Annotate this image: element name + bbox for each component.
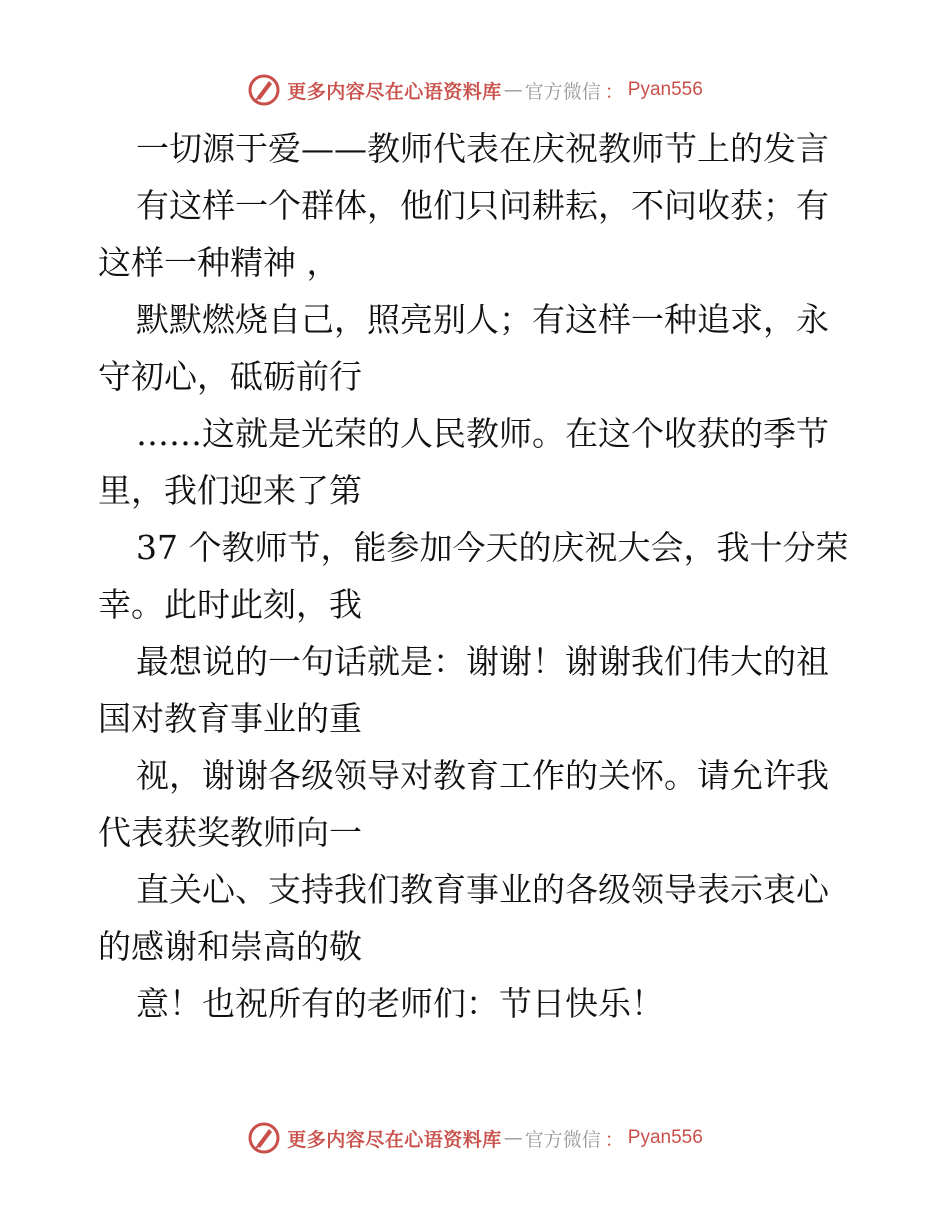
quill-seal-icon (247, 1121, 281, 1155)
paragraph: ……这就是光荣的人民教师。在这个收获的季节里，我们迎来了第 (98, 414, 829, 510)
watermark-dash: — (503, 79, 523, 101)
watermark-separator: ： (604, 1128, 624, 1151)
document-title: 一切源于爱——教师代表在庆祝教师节上的发言 (136, 129, 829, 168)
watermark-separator: ： (604, 80, 624, 103)
watermark-wechat-id: Pyan556 (627, 1127, 703, 1148)
footer-watermark (0, 1118, 950, 1158)
paragraph: 有这样一个群体，他们只问耕耘，不问收获；有这样一种精神 ， (98, 186, 829, 282)
quill-seal-icon (247, 73, 281, 107)
watermark-main-text: 更多内容尽在心语资料库 (287, 1128, 502, 1151)
paragraph: 意！也祝所有的老师们：节日快乐！ (136, 984, 664, 1023)
paragraph: 默默燃烧自己，照亮别人；有这样一种追求，永守初心，砥砺前行 (98, 300, 829, 396)
watermark-main-text: 更多内容尽在心语资料库 (287, 80, 502, 103)
watermark-dash: — (503, 1127, 523, 1149)
watermark-wechat-id: Pyan556 (627, 79, 703, 100)
watermark-sub-text: 官方微信 (524, 80, 601, 103)
header-watermark (0, 70, 950, 110)
watermark-sub-text: 官方微信 (524, 1128, 601, 1151)
paragraph: 最想说的一句话就是：谢谢！谢谢我们伟大的祖国对教育事业的重 (98, 642, 829, 738)
paragraph: 视，谢谢各级领导对教育工作的关怀。请允许我代表获奖教师向一 (98, 756, 829, 852)
document-body (98, 120, 858, 1032)
paragraph: 37 个教师节，能参加今天的庆祝大会，我十分荣幸。此时此刻，我 (98, 528, 849, 624)
paragraph: 直关心、支持我们教育事业的各级领导表示衷心的感谢和崇高的敬 (98, 870, 829, 966)
